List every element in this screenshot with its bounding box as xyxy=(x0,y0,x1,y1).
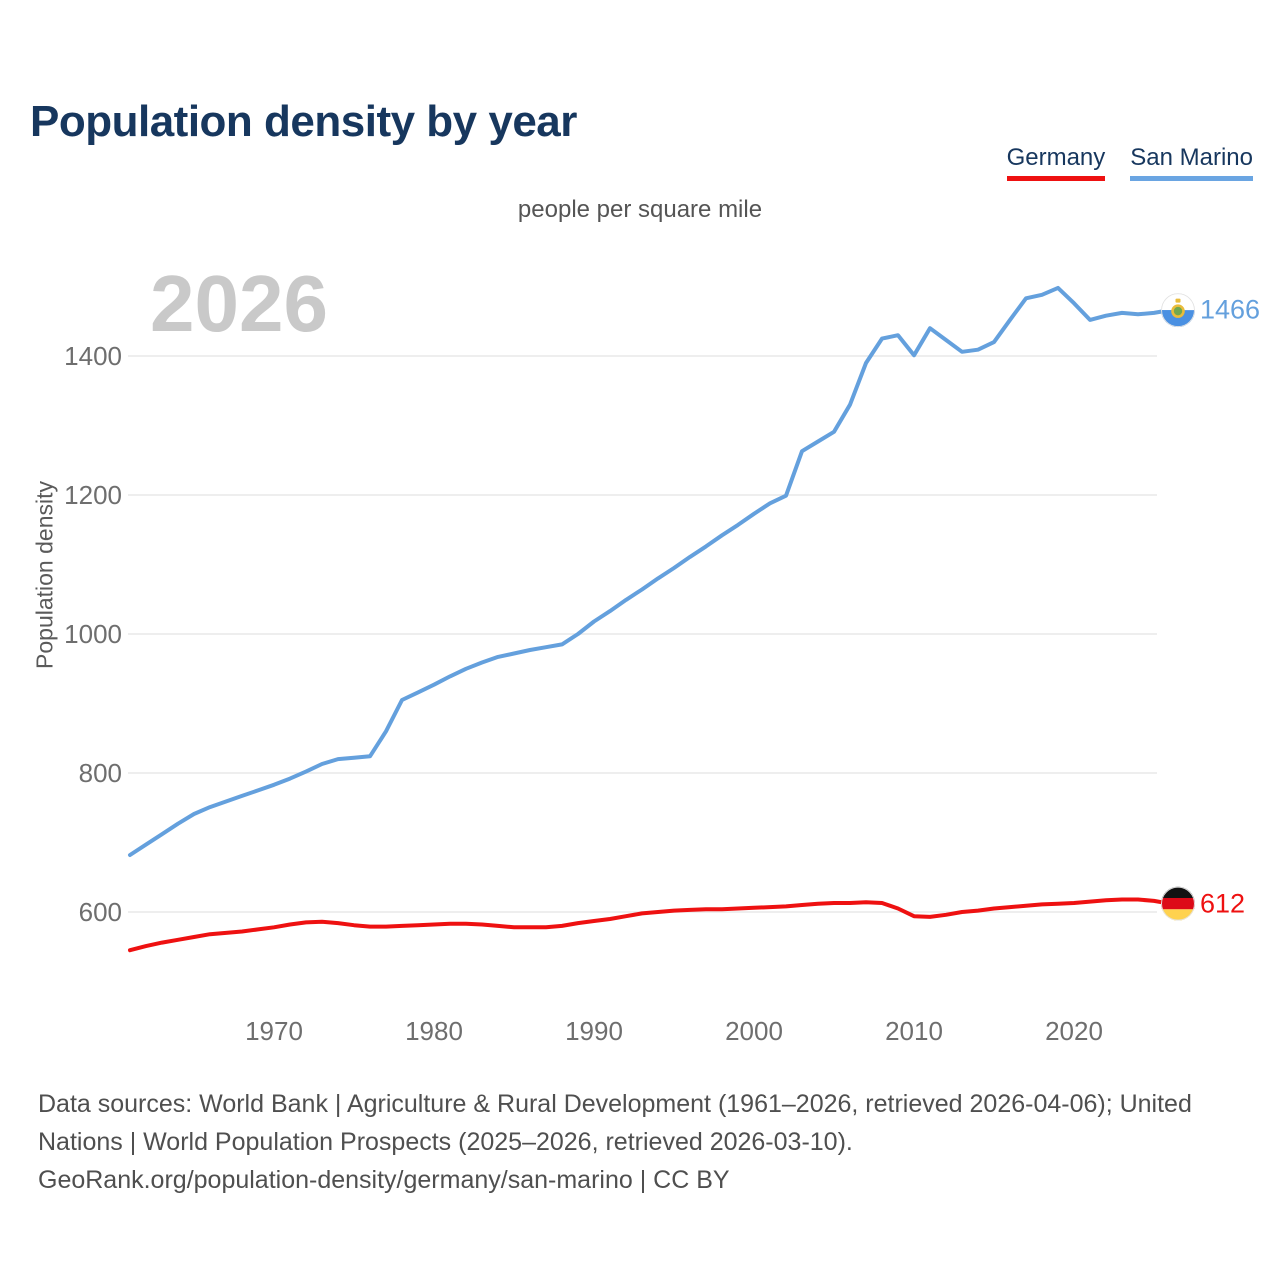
y-axis-label: Population density xyxy=(31,481,58,669)
san-marino-flag-icon xyxy=(1161,293,1195,327)
x-tick-2000: 2000 xyxy=(725,1016,783,1046)
y-tick-1200: 1200 xyxy=(64,480,122,510)
y-tick-1400: 1400 xyxy=(64,341,122,371)
year-watermark: 2026 xyxy=(150,259,328,348)
legend-item-san-marino-label: San Marino xyxy=(1130,144,1253,171)
germany-end-value-label: 612 xyxy=(1200,888,1246,919)
legend-item-germany-label: Germany xyxy=(1006,144,1106,171)
germany-line[interactable] xyxy=(130,900,1170,951)
x-tick-1980: 1980 xyxy=(405,1016,463,1046)
page-title: Population density by year xyxy=(30,97,577,147)
x-tick-1990: 1990 xyxy=(565,1016,623,1046)
san-marino-line[interactable] xyxy=(130,288,1170,855)
x-tick-2010: 2010 xyxy=(885,1016,943,1046)
x-tick-2020: 2020 xyxy=(1045,1016,1103,1046)
chart-unit-subtitle: people per square mile xyxy=(517,196,763,223)
footer-line-2: Nations | World Population Prospects (2025–2026, retrieved 2026-03-10). xyxy=(38,1128,853,1156)
y-tick-1000: 1000 xyxy=(64,619,122,649)
footer-line-3: GeoRank.org/population-density/germany/san-marino | CC BY xyxy=(38,1166,730,1194)
footer-attribution xyxy=(38,1085,1248,1199)
x-tick-1970: 1970 xyxy=(245,1016,303,1046)
san-marino-end-value-label: 1466 xyxy=(1200,294,1261,325)
y-tick-800: 800 xyxy=(78,758,122,788)
footer-line-1: Data sources: World Bank | Agriculture & Rural Development (1961–2026, retrieved 2026-04-06); United xyxy=(38,1090,1192,1118)
y-tick-600: 600 xyxy=(78,897,122,927)
germany-flag-icon xyxy=(1161,887,1195,921)
